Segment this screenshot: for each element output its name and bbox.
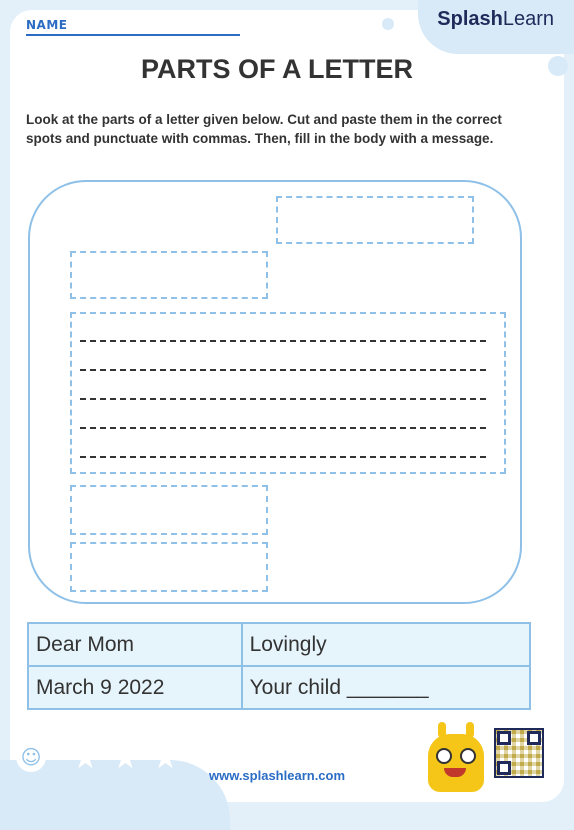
cutout-cell[interactable]: Dear Mom (28, 623, 242, 666)
name-label: NAME (26, 18, 68, 32)
body-write-line[interactable] (80, 456, 486, 458)
qr-finder (527, 731, 541, 745)
star-icon: ★ (152, 741, 179, 776)
instructions: Look at the parts of a letter given below. Cut and paste them in the correct spots and punctuate with commas. Then, fill in the body with a message. (26, 112, 502, 146)
qr-finder (497, 761, 511, 775)
mascot-ear (466, 722, 474, 738)
body-write-line[interactable] (80, 369, 486, 371)
greeting-drop-zone[interactable] (70, 251, 268, 299)
mascot-mouth (444, 768, 466, 777)
cutout-cell[interactable]: Your child _______ (242, 666, 530, 709)
star-icon: ★ (112, 741, 139, 776)
footer-url[interactable]: www.splashlearn.com (208, 768, 346, 783)
cutout-cell[interactable]: March 9 2022 (28, 666, 242, 709)
decor-dot (382, 18, 394, 30)
table-row (28, 623, 530, 666)
heading-drop-zone[interactable] (276, 196, 474, 244)
star-icon: ★ (72, 741, 99, 776)
body-write-line[interactable] (80, 398, 486, 400)
closing-drop-zone[interactable] (70, 485, 268, 535)
cutout-cell[interactable]: Lovingly (242, 623, 530, 666)
qr-code-icon (494, 728, 544, 778)
body-write-line[interactable] (80, 427, 486, 429)
signature-drop-zone[interactable] (70, 542, 268, 592)
cutout-table (27, 622, 531, 710)
mascot-ear (438, 722, 446, 738)
mascot-eye (436, 748, 452, 764)
name-line[interactable] (26, 34, 240, 36)
mascot-icon (428, 734, 484, 792)
page-title: PARTS OF A LETTER (141, 54, 413, 84)
smiley-icon: ☺ (16, 742, 46, 772)
body-drop-zone[interactable] (70, 312, 506, 474)
body-write-line[interactable] (80, 340, 486, 342)
qr-finder (497, 731, 511, 745)
table-row (28, 666, 530, 709)
mascot-eye (460, 748, 476, 764)
logo-bold-text: Splash (437, 8, 503, 30)
splashlearn-logo (437, 8, 554, 31)
logo-light-text: Learn (502, 8, 554, 30)
